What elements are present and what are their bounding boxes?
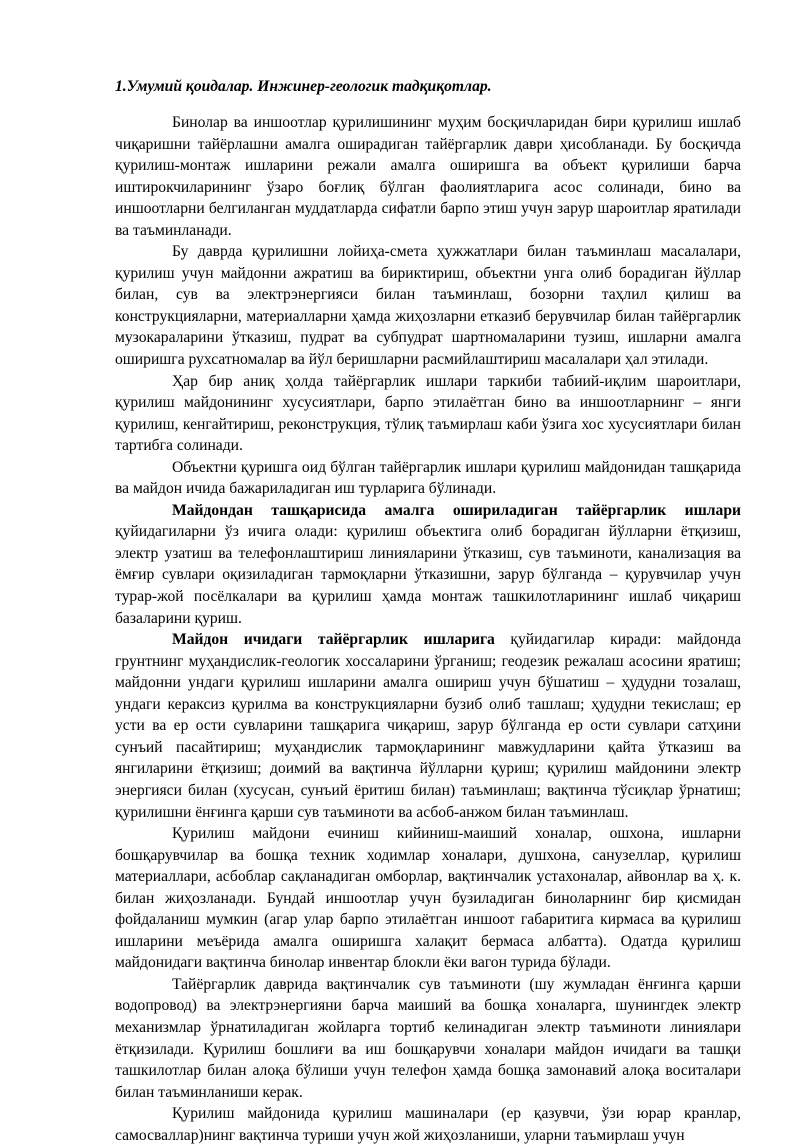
paragraph-text: қуйидагиларни ўз ичига олади: қурилиш объектига олиб борадиган йўлларни ётқизиш, электр узатиш ва телефонлаштириш линияларини ўтказиш, сув таъминоти, канализация ва ёмғир сувлари оқизиладиган тармоқларни ўтказишни, зарур бўлганда – қурувчилар учун турар-жой посёлкалари ва қурилиш ҳамда монтаж ташкилотларининг ишлаб чиқариш базаларини қуриш. xyxy=(115,523,741,627)
paragraph-9 xyxy=(115,1103,741,1146)
paragraph-8 xyxy=(115,974,741,1103)
paragraph-text: Ҳар бир аниқ ҳолда тайёргарлик ишлари таркиби табиий-иқлим шароитлари, қурилиш майдонининг хусусиятлари, барпо этилаётган бино ва иншоотларнинг – янги қурилиш, кенгайтириш, реконструкция, тўлиқ таъмирлаш каби ўзига хос хусусиятлари билан тартибга солинади. xyxy=(115,372,741,455)
section-heading: 1.Умумий қоидалар. Инжинер-геологик тадқиқотлар. xyxy=(115,78,492,95)
paragraph-1 xyxy=(115,112,741,241)
paragraph-text: қуйидагилар киради: майдонда грунтнинг муҳандислик-геологик хоссаларини ўрганиш; геодезик режалаш асосини яратиш; майдонни ундаги қурилиш ишларини амалга ошириш учун бўшатиш – ҳудудни тозалаш, ундаги кераксиз қурилма ва конструкцияларни бузиб олиб ташлаш; ҳудудни текислаш; ер усти ва ер ости сувларини ташқарига чиқариш, зарур бўлганда ер ости сувлари сатҳини сунъий пасайтириш; муҳандислик тармоқларининг мавжудларини қайта ўтказиш ва янгиларини ётқизиш; доимий ва вақтинча йўлларни қуриш; қурилиш майдонини электр энергияси билан (хусусан, сунъий ёритиш билан) таъминлаш; вақтинча тўсиқлар ўрнатиш; қурилишни ёнғинга қарши сув таъминоти ва асбоб-анжом билан таъминлаш. xyxy=(115,631,741,821)
paragraph-text: Қурилиш майдонида қурилиш машиналари (ер қазувчи, ўзи юрар кранлар, самосваллар)нинг вақтинча туриши учун жой жиҳозланиши, уларни таъмирлаш учун xyxy=(115,1105,741,1144)
paragraph-text: Объектни қуришга оид бўлган тайёргарлик ишлари қурилиш майдонидан ташқарида ва майдон ичида бажариладиган иш турларига бўлинади. xyxy=(115,458,741,498)
paragraph-4 xyxy=(115,457,741,500)
paragraph-text: Бу даврда қурилишни лойиҳа-смета ҳужжатлари билан таъминлаш масалалари, қурилиш учун майдонни ажратиш ва бириктириш, объектни унга олиб борадиган йўллар билан, сув ва электрэнергияси билан таъминлаш, бозорни таҳлил қилиш ва конструкцияларни, материалларни ҳамда жиҳозларни етказиб берувчилар билан тайёргарлик музокараларини ўтказиш, пудрат ва субпудрат шартномаларини тузиш, ишларни амалга оширишга рухсатномалар ва йўл беришларни расмийлаштириш масалалари ҳал этилади. xyxy=(115,243,741,369)
paragraph-3 xyxy=(115,371,741,457)
paragraph-text: Бинолар ва иншоотлар қурилишининг муҳим босқичларидан бири қурилиш ишлаб чиқаришни тайёрлашни амалга оширадиган тайёргарлик даври ҳисобланади. Бу босқичда қурилиш-монтаж ишларини режали амалга оширишга ва объект қурилиши барча иштирокчиларининг ўзаро боғлиқ бўлган фаолиятларига асос солинади, бино ва иншоотларни белгиланган муддатларда сифатли барпо этиш учун зарур шароитлар яратилади ва таъминланади. xyxy=(115,114,741,239)
bold-lead-phrase: Майдон ичидаги тайёргарлик ишларига xyxy=(172,631,495,649)
paragraph-text: Тайёргарлик даврида вақтинчалик сув таъминоти (шу жумладан ёнғинга қарши водопровод) ва электрэнергияни барча маиший ва бошқа хоналарга, шунингдек электр механизмлар ўрнатиладиган жойларга тортиб келинадиган электр таъминоти линиялари ётқизилади. Қурилиш бошлиғи ва иш бошқарувчи хоналари майдон ичидаги ва ташқи ташкилотлар билан алоқа бўлиши учун телефон ҳамда бошқа замонавий алоқа воситалари билан таъминланиши керак. xyxy=(115,975,741,1101)
document-page xyxy=(115,76,741,1146)
paragraph-text: Қурилиш майдони ечиниш кийиниш-маиший хоналар, ошхона, ишларни бошқарувчилар ва бошқа техник ходимлар хоналари, душхона, санузеллар, қурилиш материаллари, асбоблар сақланадиган омборлар, вақтинчалик устахоналар, айвонлар ва ҳ. к. билан жиҳозланади. Бундай иншоотлар учун бузиладиган биноларнинг бир қисмидан фойдаланиш мумкин (агар улар барпо этилаётган иншоот габаритига кирмаса ва қурилиш ишларини меъёрида амалга оширишга халақит бермаса албатта). Одатда қурилиш майдонидаги вақтинча бинолар инвентар блокли ёки вагон турида бўлади. xyxy=(115,825,741,972)
paragraph-2 xyxy=(115,241,741,370)
paragraph-6 xyxy=(115,629,741,823)
paragraph-7 xyxy=(115,823,741,974)
paragraph-5 xyxy=(115,500,741,629)
bold-lead-phrase: Майдондан ташқарисида амалга ошириладиган тайёргарлик ишлари xyxy=(172,501,741,519)
